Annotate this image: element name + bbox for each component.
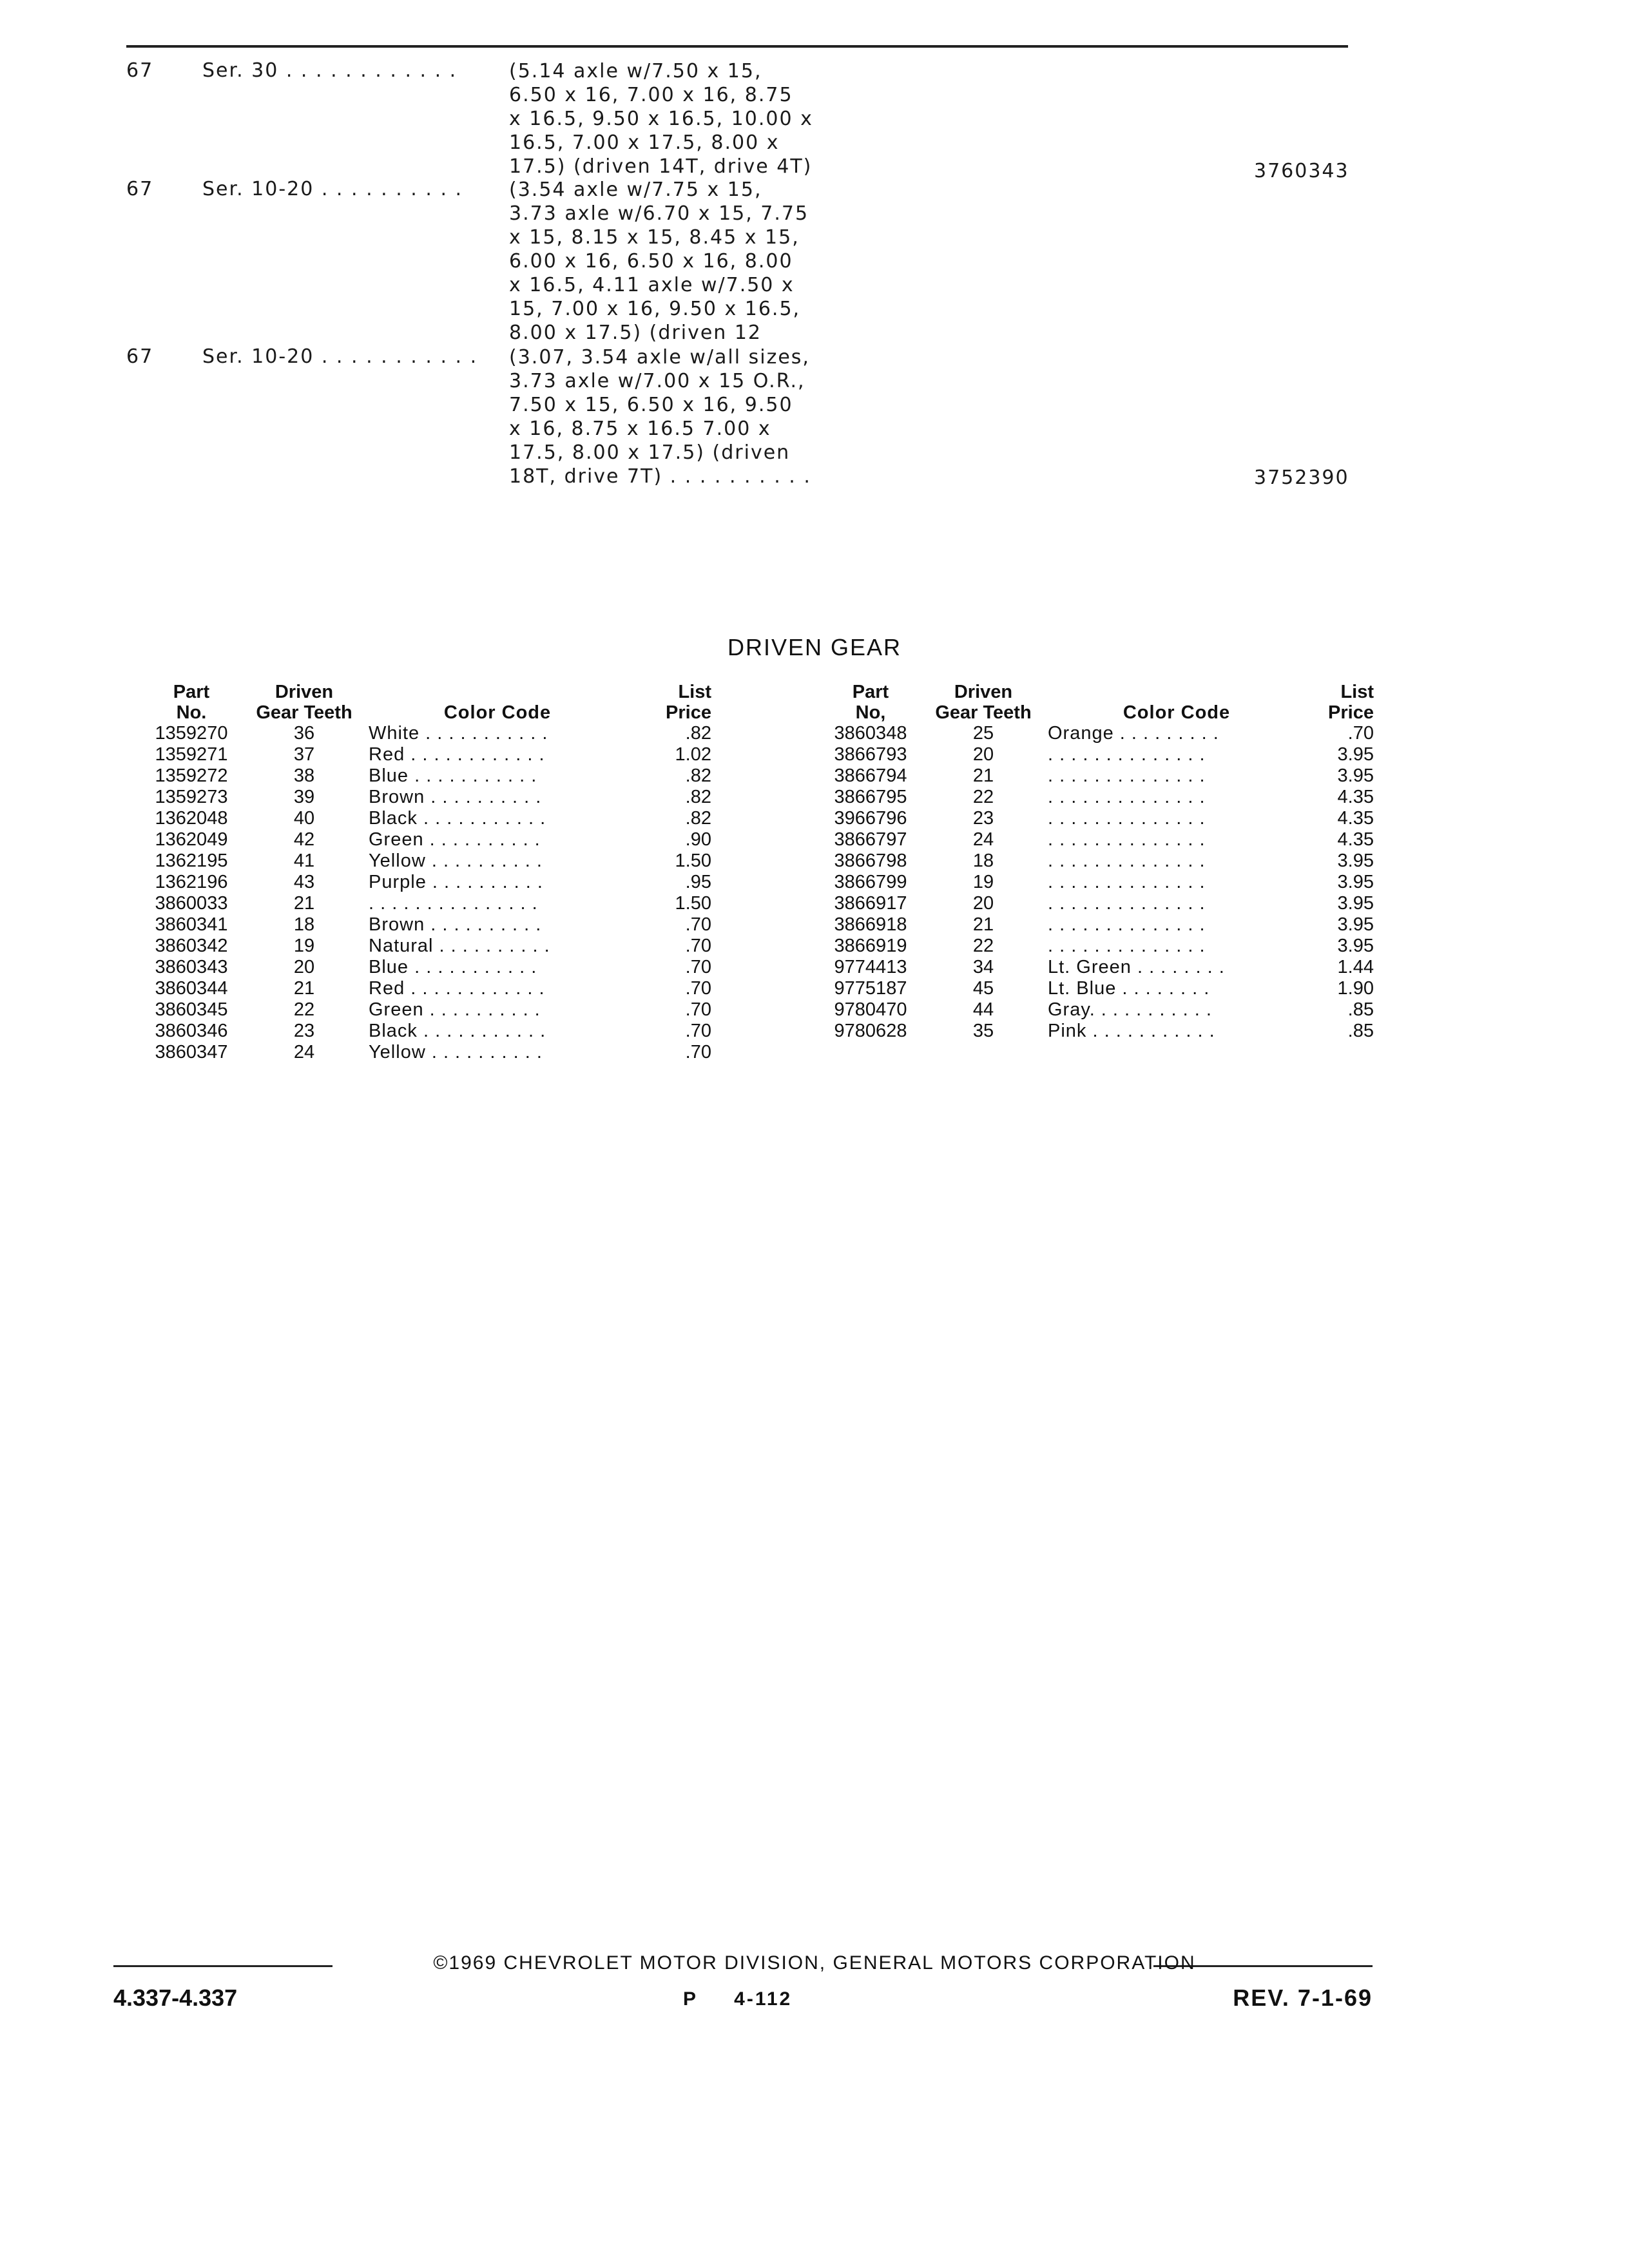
header-list-price: List Price [1328,682,1374,723]
color-code-cell: . . . . . . . . . . . . . . [1048,787,1206,807]
list-price-cell: .70 [685,1021,711,1041]
header-driven-gear-teeth: Driven Gear Teeth [935,682,1032,723]
list-price-cell: 1.44 [1337,957,1374,977]
revision-date: REV. 7-1-69 [1233,1984,1373,2011]
table-row [143,914,711,936]
table-row [822,936,1374,957]
list-price-cell: .70 [685,957,711,977]
table-row [822,723,1374,744]
table-row [143,787,711,808]
header-driven-gear-teeth: Driven Gear Teeth [256,682,352,723]
header-part-no: Part No, [852,682,889,723]
table-row [143,978,711,999]
table-row [822,808,1374,829]
color-code-cell: . . . . . . . . . . . . . . [1048,893,1206,914]
part-number-cell: 1362196 [155,872,228,892]
table-row [143,999,711,1021]
table-row [143,872,711,893]
color-code-cell: Blue . . . . . . . . . . . [369,765,537,786]
header-color-code: Color Code [1123,702,1231,723]
driven-gear-table-left [143,682,711,1063]
list-price-cell: .85 [1347,999,1374,1020]
gear-teeth-cell: 35 [972,1021,994,1041]
list-price-cell: .82 [685,787,711,807]
color-code-cell: Yellow . . . . . . . . . . [369,1042,543,1062]
list-price-cell: .70 [1347,723,1374,744]
color-code-cell: Brown . . . . . . . . . . [369,787,542,807]
gear-teeth-cell: 22 [972,787,994,807]
part-number-cell: 9780628 [834,1021,907,1041]
part-number-cell: 1359273 [155,787,228,807]
color-code-cell: Yellow . . . . . . . . . . [369,850,543,871]
color-code-cell: Black . . . . . . . . . . . [369,1021,546,1041]
gear-teeth-cell: 19 [972,872,994,892]
list-price-cell: .82 [685,723,711,744]
gear-teeth-cell: 34 [972,957,994,977]
color-code-cell: . . . . . . . . . . . . . . [1048,808,1206,829]
list-price-cell: 3.95 [1337,850,1374,871]
part-number-cell: 3860346 [155,1021,228,1041]
color-code-cell: Blue . . . . . . . . . . . [369,957,537,977]
color-code-cell: Green . . . . . . . . . . [369,999,541,1020]
part-number-cell: 3866793 [834,744,907,765]
table-row [822,765,1374,787]
header-list-price: List Price [666,682,711,723]
part-number-cell: 3966796 [834,808,907,829]
gear-teeth-cell: 24 [293,1042,315,1062]
list-price-cell: .70 [685,978,711,999]
color-code-cell: Pink . . . . . . . . . . . [1048,1021,1215,1041]
color-code-cell: White . . . . . . . . . . . [369,723,548,744]
list-price-cell: .82 [685,808,711,829]
gear-teeth-cell: 20 [972,744,994,765]
table-row [822,787,1374,808]
color-code-cell: . . . . . . . . . . . . . . [1048,829,1206,850]
gear-teeth-cell: 36 [293,723,315,744]
part-number-cell: 3866799 [834,872,907,892]
color-code-cell: . . . . . . . . . . . . . . [1048,914,1206,935]
table-row [822,1021,1374,1042]
part-number-cell: 1359271 [155,744,228,765]
part-number-cell: 3866794 [834,765,907,786]
table-row [143,808,711,829]
list-price-cell: 3.95 [1337,936,1374,956]
table-row [822,978,1374,999]
section-title: DRIVEN GEAR [727,634,902,660]
part-number-cell: 3860345 [155,999,228,1020]
table-row [143,893,711,914]
part-number-cell: 3866918 [834,914,907,935]
table-row [822,914,1374,936]
color-code-cell: Black . . . . . . . . . . . [369,808,546,829]
color-code-cell: Lt. Blue . . . . . . . . [1048,978,1210,999]
gear-teeth-cell: 19 [293,936,315,956]
table-row [143,936,711,957]
part-number-cell: 3860342 [155,936,228,956]
copyright-line: ©1969 CHEVROLET MOTOR DIVISION, GENERAL MOTORS CORPORATION [433,1952,1196,1974]
table-row [143,1042,711,1063]
entry-description: (5.14 axle w/7.50 x 15, 6.50 x 16, 7.00 x 16, 8.75 x 16.5, 9.50 x 16.5, 10.00 x 16.5, 7.00 x 17.5, 8.00 x 17.5) (driven 14T, drive 4T) [509,60,813,178]
list-price-cell: 4.35 [1337,808,1374,829]
gear-teeth-cell: 24 [972,829,994,850]
part-number-cell: 3860344 [155,978,228,999]
gear-teeth-cell: 37 [293,744,315,765]
part-number-cell: 9780470 [834,999,907,1020]
gear-teeth-cell: 21 [972,914,994,935]
page-number: P 4-112 [683,1988,793,2010]
gear-teeth-cell: 21 [293,978,315,999]
color-code-cell: Purple . . . . . . . . . . [369,872,543,892]
color-code-cell: Green . . . . . . . . . . [369,829,541,850]
list-price-cell: .85 [1347,1021,1374,1041]
list-price-cell: 1.90 [1337,978,1374,999]
list-price-cell: 3.95 [1337,744,1374,765]
gear-teeth-cell: 40 [293,808,315,829]
table-row [822,829,1374,850]
table-row [143,850,711,872]
part-number-cell: 3860033 [155,893,228,914]
table-row [822,999,1374,1021]
table-row [143,1021,711,1042]
gear-teeth-cell: 42 [293,829,315,850]
gear-teeth-cell: 38 [293,765,315,786]
list-price-cell: 4.35 [1337,787,1374,807]
part-number-cell: 3866919 [834,936,907,956]
list-price-cell: 3.95 [1337,765,1374,786]
gear-teeth-cell: 21 [293,893,315,914]
color-code-cell: . . . . . . . . . . . . . . [1048,936,1206,956]
table-row [822,957,1374,978]
table-row [143,744,711,765]
table-row [822,850,1374,872]
part-number-cell: 1362049 [155,829,228,850]
list-price-cell: .70 [685,936,711,956]
table-row [143,957,711,978]
gear-teeth-cell: 44 [972,999,994,1020]
entry-part-number: 3760343 [1254,160,1349,182]
table-row [143,765,711,787]
part-number-cell: 9775187 [834,978,907,999]
gear-teeth-cell: 22 [972,936,994,956]
gear-teeth-cell: 39 [293,787,315,807]
part-number-cell: 3860343 [155,957,228,977]
gear-teeth-cell: 20 [293,957,315,977]
color-code-cell: Lt. Green . . . . . . . . [1048,957,1225,977]
color-code-cell: Natural . . . . . . . . . . [369,936,550,956]
gear-teeth-cell: 18 [293,914,315,935]
table-row [143,829,711,850]
gear-teeth-cell: 43 [293,872,315,892]
list-price-cell: .95 [685,872,711,892]
color-code-cell: Orange . . . . . . . . . [1048,723,1219,744]
part-number-cell: 9774413 [834,957,907,977]
driven-gear-table-right [822,682,1374,1042]
gear-teeth-cell: 41 [293,850,315,871]
list-price-cell: 1.02 [675,744,711,765]
list-price-cell: .82 [685,765,711,786]
list-price-cell: .70 [685,1042,711,1062]
part-number-cell: 3866798 [834,850,907,871]
gear-teeth-cell: 18 [972,850,994,871]
color-code-cell: Gray. . . . . . . . . . . [1048,999,1212,1020]
part-number-cell: 3860341 [155,914,228,935]
gear-teeth-cell: 22 [293,999,315,1020]
list-price-cell: 3.95 [1337,893,1374,914]
entry-year: 67 [126,345,154,368]
header-color-code: Color Code [443,702,552,723]
part-number-cell: 3860347 [155,1042,228,1062]
color-code-cell: . . . . . . . . . . . . . . [1048,872,1206,892]
entry-series: Ser. 10-20 . . . . . . . . . . [202,178,463,200]
list-price-cell: 3.95 [1337,872,1374,892]
entry-description: (3.07, 3.54 axle w/all sizes, 3.73 axle w/7.00 x 15 O.R., 7.50 x 15, 6.50 x 16, 9.50 x 16, 8.75 x 16.5 7.00 x 17.5, 8.00 x 17.5) (driven 18T, drive 7T) . . . . . . . . . . [509,346,811,488]
part-number-cell: 1362195 [155,850,228,871]
entry-series: Ser. 30 . . . . . . . . . . . . [202,59,458,82]
part-number-cell: 3866917 [834,893,907,914]
entry-part-number: 3752390 [1254,466,1349,489]
gear-teeth-cell: 21 [972,765,994,786]
entry-series: Ser. 10-20 . . . . . . . . . . . [202,345,478,368]
color-code-cell: Brown . . . . . . . . . . [369,914,542,935]
table-row [822,744,1374,765]
part-number-cell: 3866797 [834,829,907,850]
entry-year: 67 [126,178,154,200]
list-price-cell: .70 [685,999,711,1020]
color-code-cell: . . . . . . . . . . . . . . . [369,893,538,914]
footer-code: 4.337-4.337 [113,1984,238,2011]
list-price-cell: .90 [685,829,711,850]
part-number-cell: 3866795 [834,787,907,807]
table-row [143,723,711,744]
list-price-cell: 1.50 [675,893,711,914]
entry-description: (3.54 axle w/7.75 x 15, 3.73 axle w/6.70 x 15, 7.75 x 15, 8.15 x 15, 8.45 x 15, 6.00 x 16, 6.50 x 16, 8.00 x 16.5, 4.11 axle w/7.50 x 15, 7.00 x 16, 9.50 x 16.5, 8.00 x 17.5) (driven 12 [509,178,809,344]
color-code-cell: . . . . . . . . . . . . . . [1048,765,1206,786]
gear-teeth-cell: 25 [972,723,994,744]
part-number-cell: 1359270 [155,723,228,744]
list-price-cell: 1.50 [675,850,711,871]
color-code-cell: Red . . . . . . . . . . . . [369,744,545,765]
table-row [822,872,1374,893]
top-rule [126,45,1348,48]
list-price-cell: 4.35 [1337,829,1374,850]
part-number-cell: 1359272 [155,765,228,786]
gear-teeth-cell: 23 [293,1021,315,1041]
gear-teeth-cell: 45 [972,978,994,999]
color-code-cell: . . . . . . . . . . . . . . [1048,744,1206,765]
table-row [822,893,1374,914]
color-code-cell: . . . . . . . . . . . . . . [1048,850,1206,871]
color-code-cell: Red . . . . . . . . . . . . [369,978,545,999]
part-number-cell: 1362048 [155,808,228,829]
list-price-cell: .70 [685,914,711,935]
entry-year: 67 [126,59,154,82]
gear-teeth-cell: 20 [972,893,994,914]
header-part-no: Part No. [173,682,210,723]
part-number-cell: 3860348 [834,723,907,744]
gear-teeth-cell: 23 [972,808,994,829]
list-price-cell: 3.95 [1337,914,1374,935]
